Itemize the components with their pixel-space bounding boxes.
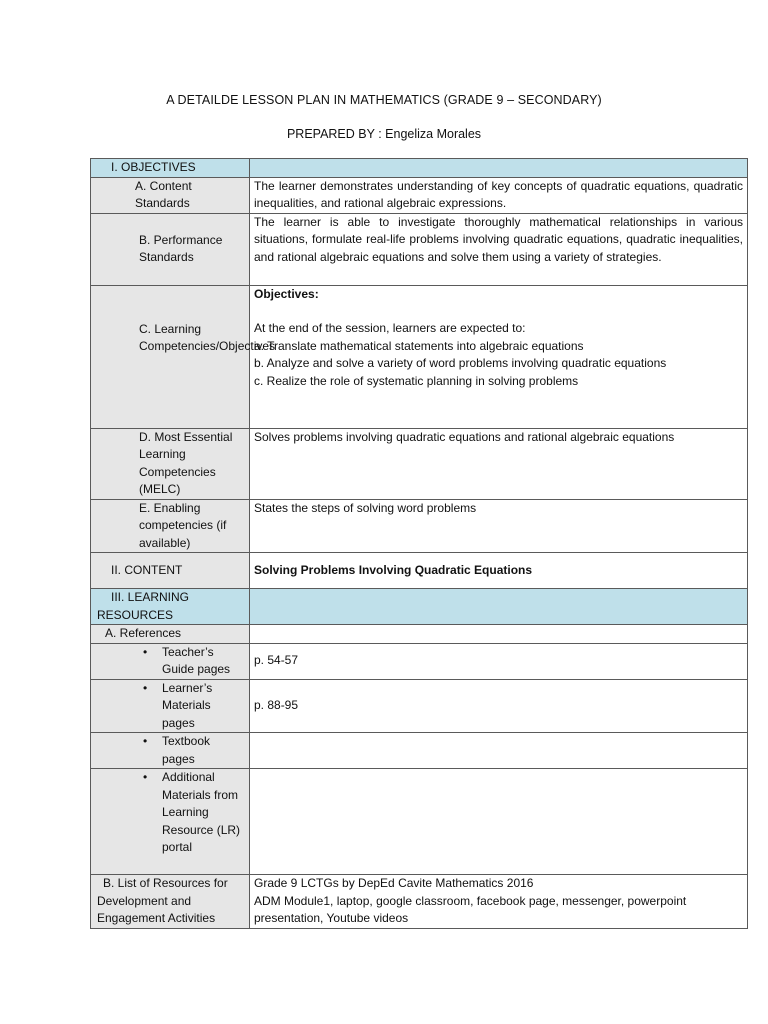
document-title: A DETAILDE LESSON PLAN IN MATHEMATICS (GRADE 9 – SECONDARY) [166,93,602,107]
objectives-subheading: Objectives: [254,286,319,301]
reference-label: Learner’s Materials pages [162,680,213,730]
reference-value: p. 54-57 [250,643,748,679]
content-text: Solving Problems Involving Quadratic Equations [250,553,748,589]
resource-list-row [91,875,748,929]
resources-header-row [91,589,748,625]
enabling-row [91,499,748,553]
reference-value [250,769,748,875]
reference-value [250,733,748,769]
bullet-icon: • [143,734,148,748]
reference-label: Textbook pages [162,734,211,766]
reference-row [91,679,748,733]
prepared-label: PREPARED BY : [286,127,382,141]
prepared-by [0,127,768,141]
objective-item: a. Translate mathematical statements into algebraic equations [254,338,584,353]
performance-standards-row [91,213,748,285]
references-row [91,625,748,644]
objectives-intro: At the end of the session, learners are expected to: [254,321,526,335]
references-label: A. References [91,625,250,644]
references-blank [250,625,748,644]
performance-standards-label: B. Performance Standards [91,213,250,285]
reference-label-cell [91,643,250,679]
objectives-heading: I. OBJECTIVES [91,159,250,178]
performance-standards-text: The learner is able to investigate thoroughly mathematical relationships in various situations, formulate real-life problems involving quadratic equations, quadratic inequalities, and rational algebraic equations and solve them using a variety of strategies. [250,213,748,285]
objectives-header-row [91,159,748,178]
lesson-plan-table [90,158,748,929]
resource-list-line: ADM Module1, laptop, google classroom, facebook page, messenger, powerpoint presentation, Youtube videos [254,893,687,925]
content-standards-row [91,177,748,213]
reference-row [91,769,748,875]
reference-label-cell [91,769,250,875]
reference-label: Teacher’s Guide pages [162,644,231,676]
reference-row [91,643,748,679]
bullet-icon: • [143,644,148,659]
enabling-label: E. Enabling competencies (if available) [91,499,250,553]
bullet-icon: • [143,770,148,784]
melc-label: D. Most Essential Learning Competencies (MELC) [91,428,250,499]
learning-competencies-cell [250,285,748,428]
content-standards-label: A. Content Standards [91,177,250,213]
learning-competencies-label: C. Learning Competencies/Objectives [91,285,250,428]
resource-list-label: B. List of Resources for Development and Engagement Activities [91,875,250,929]
resources-header-blank [250,589,748,625]
reference-value: p. 88-95 [250,679,748,733]
content-row [91,553,748,589]
reference-label: Additional Materials from Learning Resource (LR) portal [162,770,241,854]
melc-text: Solves problems involving quadratic equations and rational algebraic equations [250,428,748,499]
objectives-header-blank [250,159,748,178]
bullet-icon: • [143,680,148,695]
reference-row [91,733,748,769]
prepared-name: Engeliza Morales [385,127,482,141]
resources-heading: III. LEARNING RESOURCES [91,589,250,625]
objective-item: c. Realize the role of systematic planning in solving problems [254,373,579,388]
resource-list-cell [250,875,748,929]
content-standards-text: The learner demonstrates understanding of key concepts of quadratic equations, quadratic inequalities, and rational algebraic expressions. [250,177,748,213]
melc-row [91,428,748,499]
objective-item: b. Analyze and solve a variety of word problems involving quadratic equations [254,356,667,370]
reference-label-cell [91,733,250,769]
resource-list-line: Grade 9 LCTGs by DepEd Cavite Mathematics 2016 [254,876,534,890]
learning-competencies-row [91,285,748,428]
reference-label-cell [91,679,250,733]
content-heading: II. CONTENT [91,553,250,589]
enabling-text: States the steps of solving word problems [250,499,748,553]
